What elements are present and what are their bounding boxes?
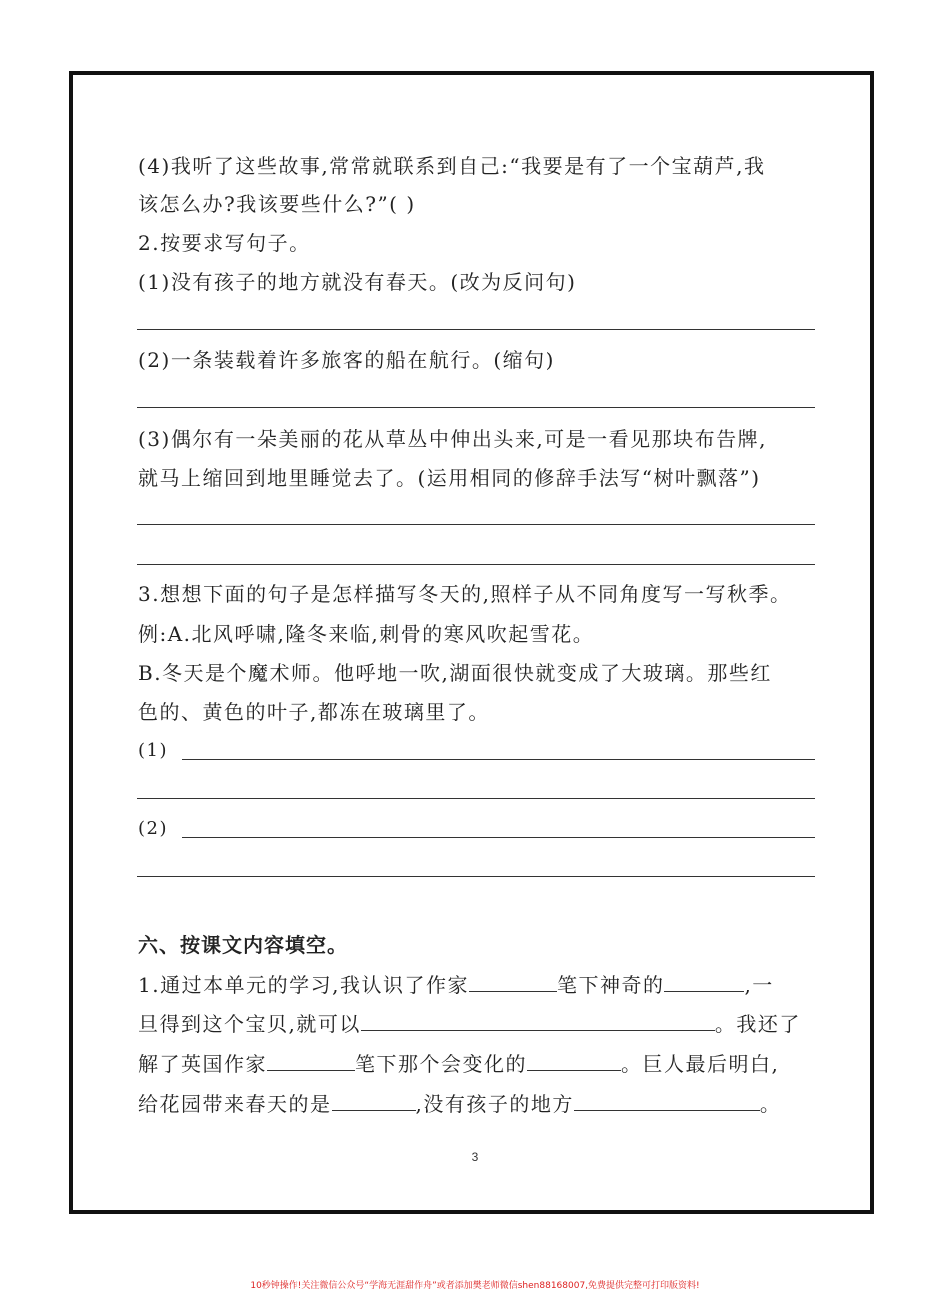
- section-3-heading: 3.想想下面的句子是怎样描写冬天的,照样子从不同角度写一写秋季。: [138, 582, 792, 606]
- section-6-line-4: [138, 1088, 781, 1118]
- question-4-line-2: 该怎么办?我该要些什么?”( ): [138, 192, 416, 216]
- answer-line-3-2a[interactable]: [182, 837, 815, 838]
- text-segment: 解了英国作家: [138, 1052, 267, 1076]
- text-segment: 。: [759, 1092, 782, 1116]
- section-2-item-3-line-1: (3)偶尔有一朵美丽的花从草丛中伸出头来,可是一看见那块布告牌,: [138, 427, 768, 451]
- section-2-item-1: (1)没有孩子的地方就没有春天。(改为反问句): [138, 270, 577, 294]
- section-6-line-1: [138, 969, 774, 999]
- section-2-heading: 2.按要求写句子。: [138, 231, 311, 255]
- answer-line-3-1a[interactable]: [182, 759, 815, 760]
- text-segment: 。巨人最后明白,: [621, 1052, 780, 1076]
- fill-blank-magic-item[interactable]: [664, 969, 744, 992]
- page-number: 3: [471, 1150, 479, 1164]
- answer-line-2-3a[interactable]: [137, 524, 815, 525]
- answer-line-2-3b[interactable]: [137, 564, 815, 565]
- section-3-example-b-line-2: 色的、黄色的叶子,都冻在玻璃里了。: [138, 700, 490, 724]
- fill-blank-spring-bringer[interactable]: [332, 1088, 416, 1111]
- fill-blank-can-do[interactable]: [361, 1008, 715, 1031]
- footer-notice: 10秒钟操作!关注微信公众号“学海无涯甜作舟”或者添加樊老师微信shen88168007,免费提供完整可打印版资料!: [250, 1281, 700, 1291]
- fill-blank-changing-thing[interactable]: [527, 1048, 621, 1071]
- text-segment: 。我还了: [714, 1012, 801, 1036]
- section-3-label-2: (2): [138, 818, 168, 839]
- text-segment: 笔下神奇的: [556, 973, 665, 997]
- answer-line-2-1[interactable]: [137, 329, 815, 330]
- section-6-line-3: [138, 1048, 779, 1078]
- text-segment: ,没有孩子的地方: [415, 1092, 574, 1116]
- section-3-label-1: (1): [138, 740, 168, 761]
- section-6-heading: 六、按课文内容填空。: [138, 933, 348, 957]
- section-3-example-b-line-1: B.冬天是个魔术师。他呼地一吹,湖面很快就变成了大玻璃。那些红: [138, 661, 772, 685]
- fill-blank-author-2[interactable]: [267, 1048, 355, 1071]
- text-segment: 旦得到这个宝贝,就可以: [138, 1012, 361, 1036]
- answer-line-3-2b[interactable]: [137, 876, 815, 877]
- text-segment: 笔下那个会变化的: [355, 1052, 527, 1076]
- question-4-line-1: (4)我听了这些故事,常常就联系到自己:“我要是有了一个宝葫芦,我: [138, 154, 766, 178]
- section-2-item-2: (2)一条装载着许多旅客的船在航行。(缩句): [138, 348, 555, 372]
- answer-line-2-2[interactable]: [137, 407, 815, 408]
- answer-line-3-1b[interactable]: [137, 798, 815, 799]
- text-segment: 给花园带来春天的是: [138, 1092, 332, 1116]
- text-segment: 1.通过本单元的学习,我认识了作家: [138, 973, 469, 997]
- fill-blank-no-children[interactable]: [574, 1088, 760, 1111]
- text-segment: ,一: [744, 973, 774, 997]
- section-3-example-a: 例:A.北风呼啸,隆冬来临,刺骨的寒风吹起雪花。: [138, 622, 595, 646]
- section-6-line-2: [138, 1008, 801, 1038]
- fill-blank-author-1[interactable]: [469, 969, 557, 992]
- section-2-item-3-line-2: 就马上缩回到地里睡觉去了。(运用相同的修辞手法写“树叶飘落”): [138, 466, 761, 490]
